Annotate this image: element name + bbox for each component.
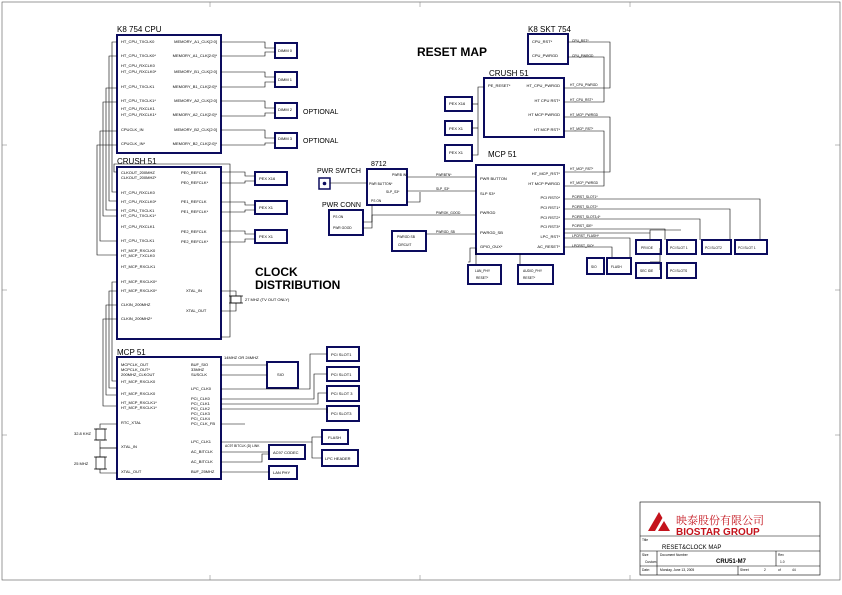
- sheet-field-value: 2: [764, 568, 766, 572]
- mcp-clk-title: MCP 51: [117, 348, 146, 357]
- net-ac97-label: AC97 BITCLK (D) LINK: [225, 444, 260, 448]
- pwr-switch-label: PWR SWTCH: [317, 168, 361, 175]
- audio-phy-reset-block: [518, 265, 553, 284]
- net-label: SLP_S3*: [436, 187, 450, 191]
- pin-label: XTAL_OUT: [121, 469, 142, 474]
- pin-label: MEMORY_B2_CLK[2:0]*: [172, 141, 217, 146]
- pwr-conn-block: [329, 210, 363, 235]
- pin-label: AC_BITCLK: [191, 459, 213, 464]
- crush-reset-title: CRUSH 51: [489, 69, 529, 78]
- audio-phy-reset-label: RESET*: [523, 276, 536, 280]
- doc-field-label: Document Number: [660, 553, 688, 557]
- pci-slot-2-clk-label: PCI SLOT1: [331, 372, 352, 377]
- pin-label: HT_CPU_TXCLK1*: [121, 213, 156, 218]
- mcp-reset-wires: [468, 199, 760, 270]
- mcp-reset-left-net-labels: [436, 173, 461, 234]
- crush-clk-right-pins: [181, 170, 209, 313]
- net-label: HT_MCP_PWRGD: [570, 181, 599, 185]
- pin-label: CPUCLK_IN*: [121, 141, 146, 146]
- pin-label: PCI RST3*: [540, 224, 560, 229]
- pin-label: BUF_SIO: [191, 362, 209, 367]
- lan-phy-reset-label: LAN_PHY: [475, 269, 491, 273]
- mcp-reset-right-pins: [528, 171, 560, 249]
- dimm-0-label: DIMM 0: [278, 48, 292, 53]
- sio-clk-label: SIO: [277, 372, 284, 377]
- cpu-left-pins: [121, 39, 157, 146]
- clock-distribution-title-2: DISTRIBUTION: [255, 278, 341, 292]
- crush-reset-right-pins: [526, 83, 560, 132]
- ic-pin: PS ON: [371, 199, 382, 203]
- size-field-label: Size: [642, 553, 649, 557]
- net-label: LPCRST_FLASH*: [572, 234, 599, 238]
- pex-x16-label: PEX X16: [259, 176, 276, 181]
- pin-label: SLP S3*: [480, 191, 496, 196]
- biostar-logo-icon: [648, 512, 672, 531]
- pin-label: HT_MCP_RXCLK0*: [121, 279, 157, 284]
- pin-label: AC_RESET*: [537, 244, 560, 249]
- crystal-27mhz: [221, 291, 243, 311]
- mcp-reset-left-pins: [480, 176, 507, 249]
- pin-label: PCI RST1*: [540, 205, 560, 210]
- crush-reset-left-pin: PE_RESET*: [488, 83, 511, 88]
- pin-label: MEMORY_B1_CLK[2:0]: [174, 69, 217, 74]
- pwr-conn-label: PWR CONN: [322, 202, 361, 209]
- sec-ide-label: SEC IDE: [640, 269, 654, 273]
- pin-label: HT_CPU_TXCLK1: [121, 84, 155, 89]
- pin-label: PE1_REFCLK: [181, 199, 207, 204]
- lan-phy-clk-label: LAN PHY: [273, 470, 291, 475]
- pin-label: 33MHZ: [191, 367, 205, 372]
- reset-net-labels: [570, 39, 599, 185]
- pin-label: PCI_CLK3: [191, 411, 210, 416]
- sio-reset-label: SIO: [591, 265, 597, 269]
- net-label: HT_MCP_PWRGD: [570, 113, 599, 117]
- pin-label: PCI_CLK4: [191, 416, 210, 421]
- reset-pex-x1-label-a: PEX X1: [449, 126, 464, 131]
- flash-reset-label: FLASH: [611, 265, 622, 269]
- pin-label: XTAL_IN: [186, 288, 202, 293]
- pwrgd-sb-label: PWRGD SB: [397, 235, 415, 239]
- pwr-switch-dot: [323, 182, 327, 186]
- pin-label: RTC_XTAL: [121, 420, 142, 425]
- pin-label: LPC_CLK0: [191, 386, 212, 391]
- rev-field-label: Rev: [778, 553, 784, 557]
- pin-label: PWRGD: [480, 210, 496, 215]
- dimm-3-label: DIMM 3: [278, 136, 292, 141]
- pin-label: HT_CPU_TXCLK1: [121, 238, 155, 243]
- crush-clk-title: CRUSH 51: [117, 157, 157, 166]
- mcp-clk-left-pins: [121, 362, 157, 474]
- net-label: PWRGD_SB: [436, 230, 455, 234]
- pri-ide-label: PRI IDE: [641, 246, 653, 250]
- pin-label: HT_CPU_RXCLK1*: [121, 112, 157, 117]
- cpu-title: K8 754 CPU: [117, 25, 162, 34]
- sheet-field-label: Sheet: [740, 568, 749, 572]
- pin-label: MEMORY_B1_CLK[2:0]*: [172, 84, 217, 89]
- crystal-25mhz: [94, 448, 117, 473]
- size-field-value: Custom: [645, 560, 657, 564]
- ac97-codec-label: AC97 CODEC: [273, 450, 299, 455]
- pin-label: SUSCLK: [191, 372, 208, 377]
- reset-map-title: RESET MAP: [417, 45, 488, 59]
- lan-phy-reset-block: [468, 265, 501, 284]
- crystal-27mhz-label: 27 MHZ (TV OUT ONLY): [245, 297, 290, 302]
- net-label: PCIRST_SLOT3,4*: [572, 215, 601, 219]
- pin-label: HT_CPU_RXCLK0*: [121, 69, 157, 74]
- pin-label: MCPCLK_OUT*: [121, 367, 150, 372]
- pin-label: HT_MCP_RXCLK1*: [121, 400, 157, 405]
- pin-label: HT_CPU_TXCLK0: [121, 39, 155, 44]
- rev-field-value: 1.0: [780, 560, 785, 564]
- pin-label: CLKOUT_200MHZ: [121, 170, 155, 175]
- pin-label: HT_CPU_RXCLK1: [121, 106, 155, 111]
- cpu-right-pins: [173, 39, 218, 146]
- clock-distribution-title-1: CLOCK: [255, 265, 298, 279]
- pin-label: MEMORY_A2_CLK[2:0]: [174, 98, 217, 103]
- ic-8712-title: 8712: [371, 161, 387, 168]
- pwr-conn-pin: PS ON: [333, 215, 344, 219]
- pin-label: HT_CPU_TXCLK1*: [121, 98, 156, 103]
- pin-label: PWRGD_SB: [480, 230, 503, 235]
- pin-label: PCI RST2*: [540, 215, 560, 220]
- pin-label: CPUCLK_IN: [121, 127, 144, 132]
- title-field-value: RESET&CLOCK MAP: [662, 545, 722, 551]
- skt-pin: CPU_RST*: [532, 39, 553, 44]
- of-field-label: of: [778, 568, 781, 572]
- pex-x1-label-a: PEX X1: [259, 205, 274, 210]
- audio-phy-reset-label: AUDIO_PHY: [523, 269, 543, 273]
- pin-label: CLKOUT_200MHZ*: [121, 175, 157, 180]
- pin-label: HT MCP RST*: [534, 127, 560, 132]
- net-label: CPU_RST*: [572, 39, 589, 43]
- pin-label: HT_MCP_TXCLK0: [121, 253, 155, 258]
- crystal-25mhz-label: 25 MHZ: [74, 461, 89, 466]
- pin-label: CLKIN_200MHZ: [121, 302, 151, 307]
- pin-label: PCI_CLK2: [191, 406, 210, 411]
- pci-slot-3-reset-label: PCI SLOT 1: [738, 246, 756, 250]
- net-label: HT_CPU_RST*: [570, 98, 593, 102]
- pin-label: HT_MCP_RXCLK0: [121, 391, 156, 396]
- dimm-2-label: DIMM 2: [278, 107, 292, 112]
- reset-pex-x1-label-b: PEX X1: [449, 150, 464, 155]
- mcp-reset-title: MCP 51: [488, 150, 517, 159]
- pin-label: PE0_REFCLK: [181, 170, 207, 175]
- net-label: PCIRST_SLOT2*: [572, 205, 598, 209]
- net-label: PCIRST_IDE*: [572, 224, 593, 228]
- pin-label: HT CPU RST*: [534, 98, 560, 103]
- reset-pex-x16-label: PEX X16: [449, 101, 466, 106]
- pin-label: HT_CPU_RXCLK0*: [121, 199, 157, 204]
- net-label: HT_CPU_PWRGD: [570, 83, 598, 87]
- pin-label: CLKIN_200MHZ*: [121, 316, 152, 321]
- title-field-label: Title: [642, 538, 649, 542]
- ic-pin: PWRB IN*: [392, 173, 408, 177]
- pin-label: HT_CPU_RXCLK0: [121, 190, 155, 195]
- pin-label: HT_MCP_RXCLK1*: [121, 405, 157, 410]
- pin-label: HT MCP PWRGD: [528, 112, 560, 117]
- pin-label: MCPCLK_OUT: [121, 362, 149, 367]
- mcp-reset-out-labels: [572, 195, 601, 248]
- pin-label: HT_MCP_RXCLK0*: [121, 288, 157, 293]
- pin-label: XTAL_IN: [121, 444, 137, 449]
- pin-label: 200MHZ_CLKOUT: [121, 372, 155, 377]
- crush-clk-left-pins: [121, 170, 157, 321]
- optional-label-2: OPTIONAL: [303, 138, 339, 145]
- ic-pin: SLP_S3*: [386, 190, 400, 194]
- net-label: HT_MCP_RST*: [570, 127, 594, 131]
- pci-slot-4-clk-label: PCI SLOT3: [331, 411, 352, 416]
- crystal-32khz: [94, 424, 117, 448]
- net-label: PWRBTN*: [436, 173, 452, 177]
- date-field-label: Date:: [642, 568, 650, 572]
- pin-label: PCI RST0*: [540, 195, 560, 200]
- of-field-value: 44: [792, 568, 796, 572]
- pci-slot-1-reset-label: PCI SLOT 1: [670, 246, 688, 250]
- pci-slot-3-clk-label: PCI SLOT 3: [331, 391, 353, 396]
- net-label: PWROK_GOOD: [436, 211, 461, 215]
- net-label: LPCRST_SIO*: [572, 244, 594, 248]
- net-label: CPU_PWRGD: [572, 54, 594, 58]
- pin-label: LPC_CLK1: [191, 439, 212, 444]
- pin-label: HT_MCP_RXCLK0: [121, 379, 156, 384]
- pin-label: GPIO_OUX*: [480, 244, 503, 249]
- pin-label: HT_CPU_PWRGD: [526, 83, 560, 88]
- k8-skt-title: K8 SKT 754: [528, 25, 571, 34]
- pin-label: PE2_REFCLK: [181, 229, 207, 234]
- net-label: HT_MCP_RST*: [570, 167, 594, 171]
- pin-label: HT_MCP_RXCLK1: [121, 264, 156, 269]
- date-field-value: Monday, June 13, 2005: [660, 568, 695, 572]
- pci-slot-1-clk-label: PCI SLOT1: [331, 352, 352, 357]
- mcp-clk-right-pins: [191, 362, 215, 474]
- pin-label: MEMORY_A2_CLK[2:0]*: [172, 112, 217, 117]
- pin-label: AC_BITCLK: [191, 449, 213, 454]
- pin-label: PCI_CLK0: [191, 396, 210, 401]
- pin-label: MEMORY_A1_CLK[2:0]: [174, 39, 217, 44]
- pci-slot-2-reset-label: PCI SLOT2: [705, 246, 722, 250]
- skt-pin: CPU_PWRGD: [532, 53, 559, 58]
- pex-x1-label-b: PEX X1: [259, 234, 274, 239]
- pin-label: PE2_REFCLK*: [181, 239, 209, 244]
- flash-clk-label: FLASH: [328, 435, 341, 440]
- cpu-dimm-wires: [221, 42, 275, 145]
- logo-chinese: 映泰股份有限公司: [676, 514, 764, 527]
- pin-label: HT_MCP_RST*: [531, 171, 560, 176]
- pin-label: PCI_CLK_FB: [191, 421, 216, 426]
- pin-label: PCI_CLK1: [191, 401, 210, 406]
- pwr-conn-pin: PWR GOOD: [333, 226, 352, 230]
- crush-clk-pe-wires: [221, 172, 255, 242]
- dimm-1-label: DIMM 1: [278, 77, 292, 82]
- net-14mhz-label: 14MHZ OR 24MHZ: [224, 355, 259, 360]
- logo-english: BIOSTAR GROUP: [676, 527, 760, 538]
- optional-label-1: OPTIONAL: [303, 109, 339, 116]
- pwrgd-sb-block: [392, 231, 426, 251]
- pin-label: BUF_25MHZ: [191, 469, 215, 474]
- pin-label: LPC_RST*: [540, 234, 560, 239]
- pin-label: HT_MCP_RXCLK0: [121, 248, 156, 253]
- crystal-32khz-label: 32.8 KHZ: [74, 431, 91, 436]
- ic-pin: PWR BUTTON*: [369, 182, 393, 186]
- pin-label: MEMORY_B2_CLK[2:0]: [174, 127, 217, 132]
- pin-label: XTAL_OUT: [186, 308, 207, 313]
- lan-phy-reset-label: RESET*: [476, 276, 489, 280]
- pin-label: MEMORY_A1_CLK[2:0]*: [172, 53, 217, 58]
- pci-slots-reset-label: PCI SLOTS: [670, 269, 688, 273]
- pin-label: PE0_REFCLK*: [181, 180, 209, 185]
- pin-label: HT_CPU_TXCLK0*: [121, 53, 156, 58]
- pwrgd-sb-label: CIRCUIT: [398, 243, 412, 247]
- doc-field-value: CRU51-M7: [716, 559, 747, 565]
- pin-label: HT MCP PWRGD: [528, 181, 560, 186]
- pin-label: PWR BUTTON: [480, 176, 507, 181]
- pin-label: HT_CPU_RXCLK1: [121, 224, 155, 229]
- pin-label: PE1_REFCLK*: [181, 209, 209, 214]
- lpc-header-label: LPC HEADER: [325, 456, 351, 461]
- pin-label: HT_CPU_RXCLK0: [121, 63, 155, 68]
- net-label: PCIRST_SLOT1*: [572, 195, 598, 199]
- pin-label: HT_CPU_TXCLK1: [121, 208, 155, 213]
